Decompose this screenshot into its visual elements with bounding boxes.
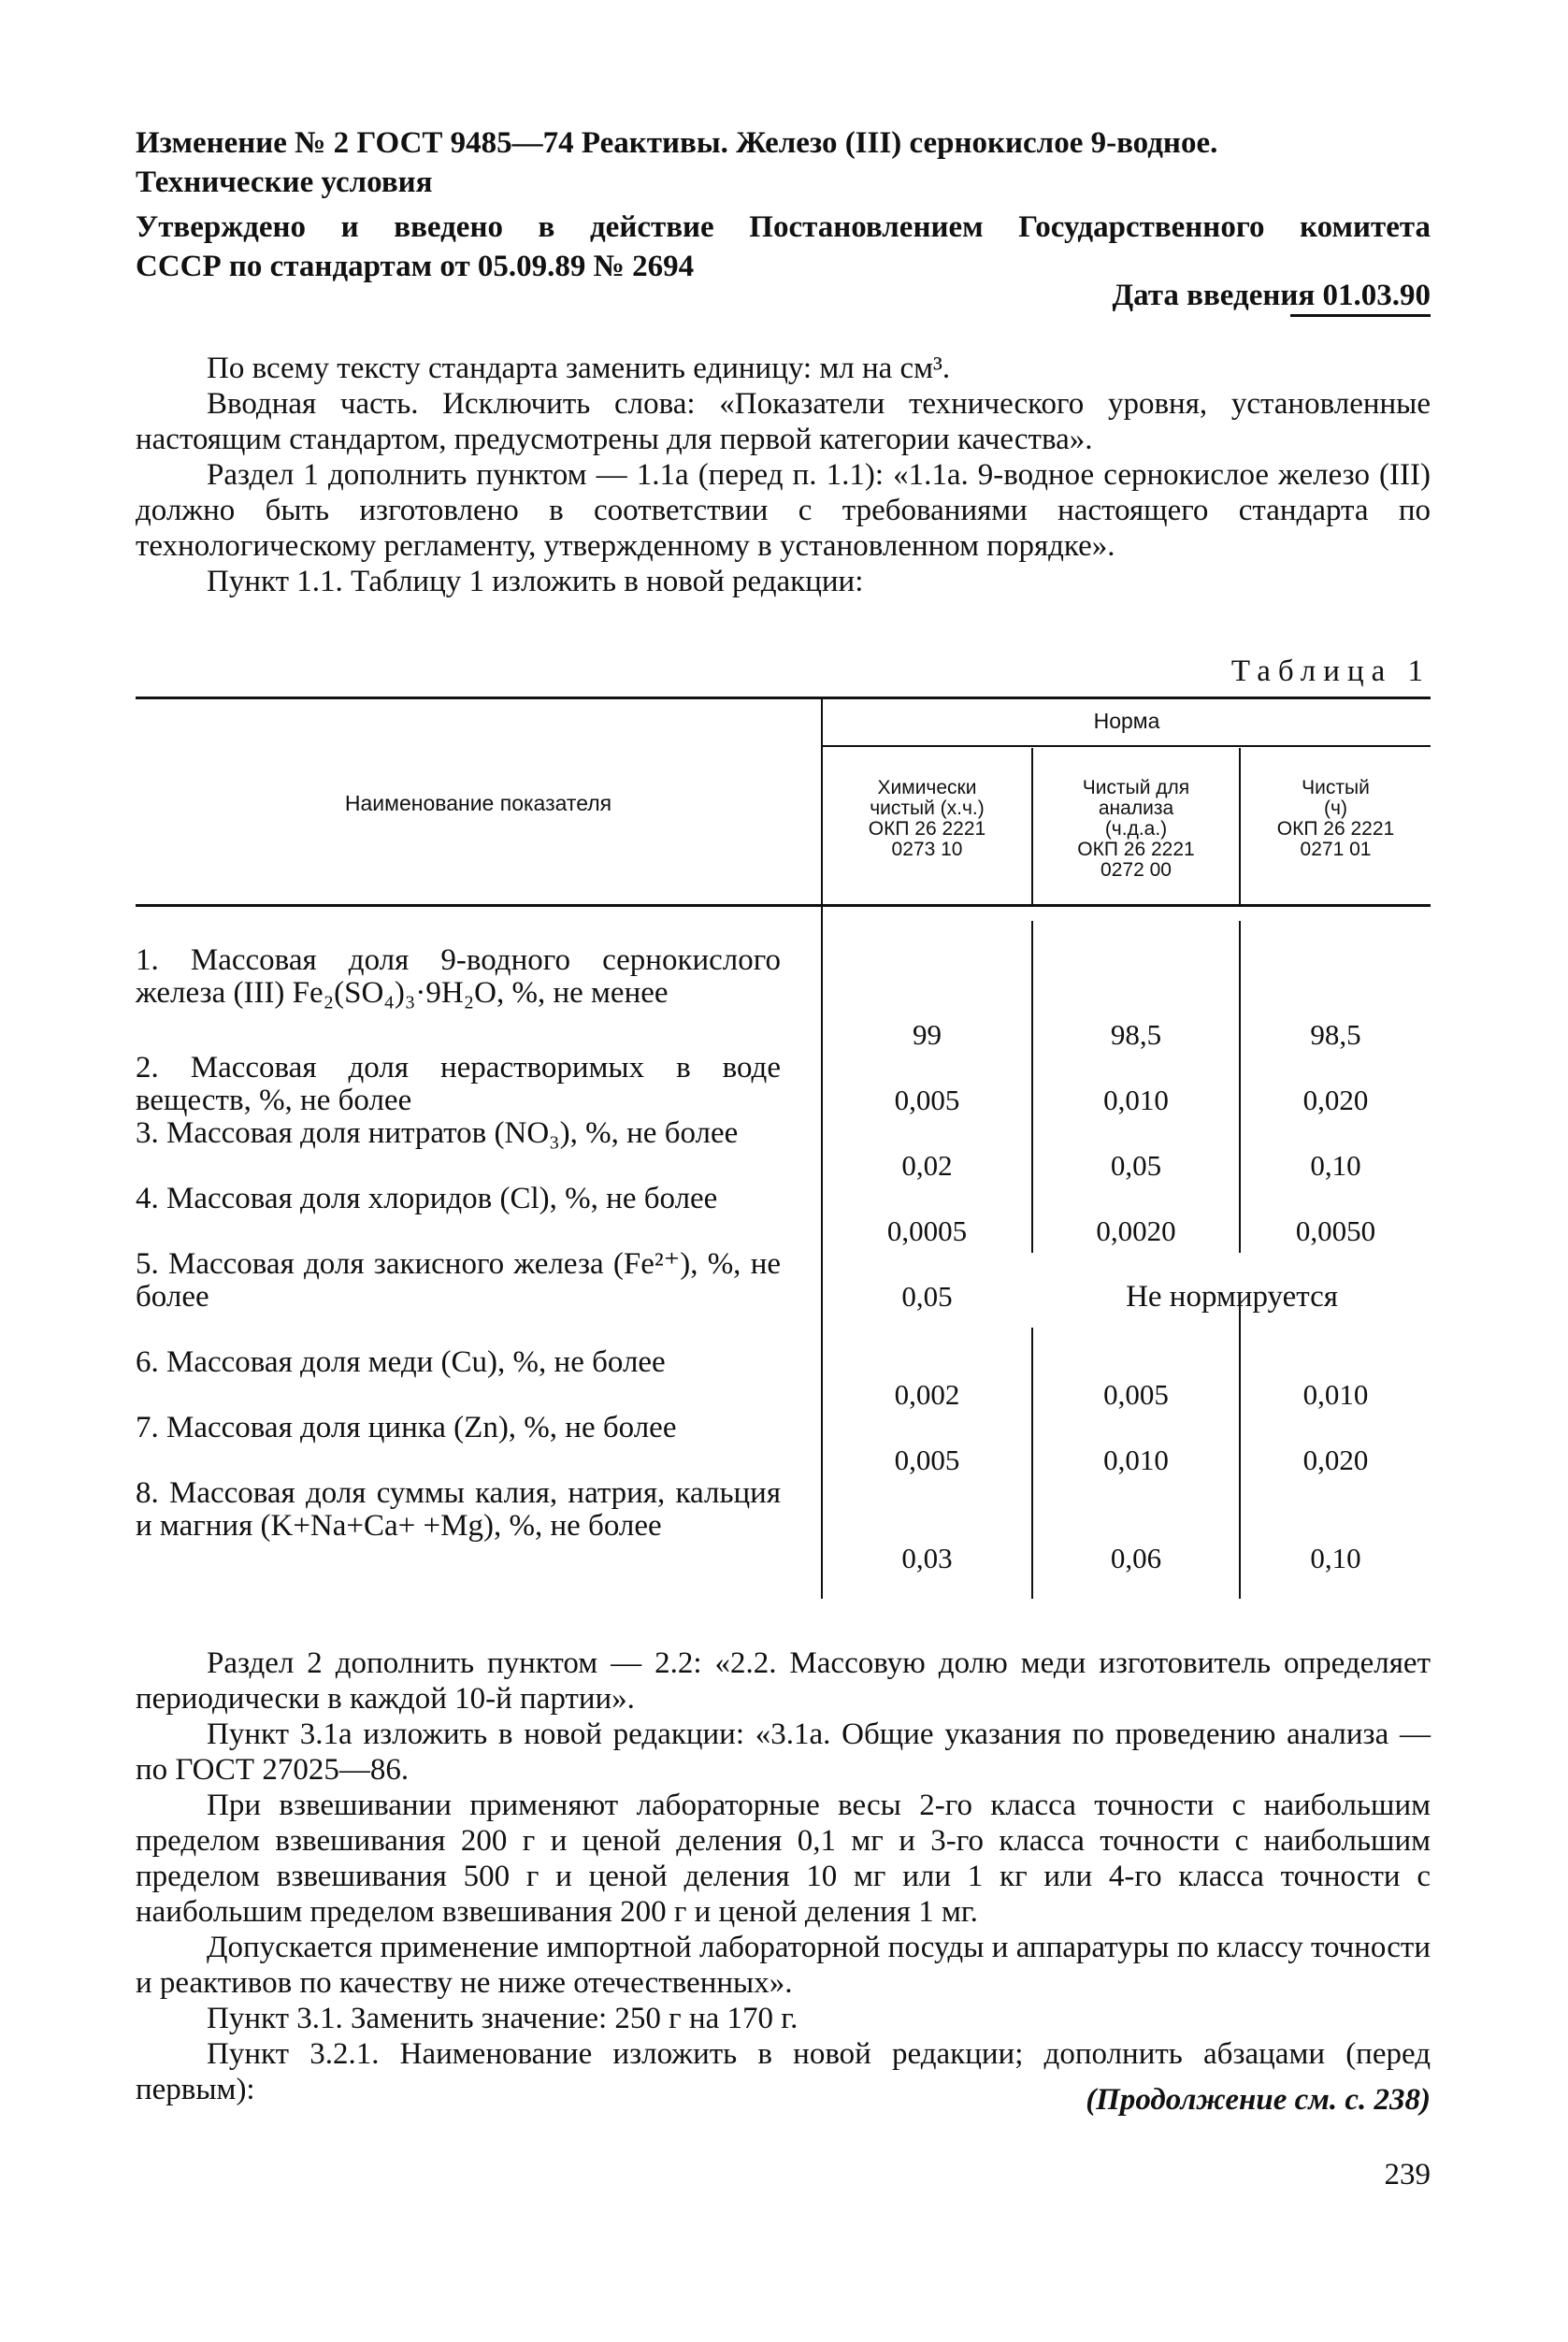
approval-line-1: Утверждено и введено в действие Постановлением Государственного комитета <box>136 210 1431 244</box>
approval-line-2: СССР по стандартам от 05.09.89 № 2694 <box>136 250 695 283</box>
table-cell: 0,010 <box>1103 1444 1169 1476</box>
table-cell: 0,0050 <box>1295 1214 1376 1247</box>
column-header-clean: Чистый (ч) ОКП 26 2221 0271 01 <box>1276 777 1395 860</box>
table-row-label: 8. Массовая доля суммы калия, натрия, кальция и магния (K+Na+Ca+ +Mg), %, не более <box>136 1476 781 1543</box>
table-cell: 0,06 <box>1110 1542 1162 1574</box>
table-cell: 0,005 <box>894 1084 960 1116</box>
table-cell: 0,010 <box>1302 1378 1369 1411</box>
table-row-label: 5. Массовая доля закисного железа (Fe²⁺), %, не более <box>136 1247 781 1314</box>
body-paragraph-4: Допускается применение импортной лабораторной посуды и аппаратуры по классу точности и реактивов по качеству не ниже отечественных». <box>136 1931 1431 2000</box>
table-row-label: 1. Массовая доля 9-водного сернокислого железа (III) Fe₂(SO₄)₃·9H₂O, %, не менее <box>136 943 781 1010</box>
table-cell: 0,020 <box>1302 1084 1369 1116</box>
table-cell: 0,020 <box>1302 1444 1369 1476</box>
title-line-2: Технические условия <box>136 165 433 199</box>
table-cell: 98,5 <box>1110 1018 1162 1051</box>
body-paragraph-2: Пункт 3.1а изложить в новой редакции: «3.1а. Общие указания по проведению анализа — по ГОСТ 27025—86. <box>136 1717 1431 1787</box>
intro-paragraph-4: Пункт 1.1. Таблицу 1 изложить в новой редакции: <box>207 565 864 598</box>
table-cell: 0,03 <box>901 1542 953 1574</box>
table-cell: 0,005 <box>1103 1378 1169 1411</box>
table-top-rule <box>136 697 1431 699</box>
continuation-note: (Продолжение см. с. 238) <box>1086 2083 1431 2117</box>
column-header-norm: Норма <box>1093 709 1160 733</box>
body-text <box>136 1645 1431 2107</box>
table-cell: 0,05 <box>901 1280 953 1313</box>
document-title <box>136 123 1431 202</box>
column-header-name: Наименование показателя <box>344 791 612 815</box>
table-cell: 0,10 <box>1310 1149 1361 1182</box>
date-underline <box>1290 314 1431 317</box>
table-row-label: 2. Массовая доля нерастворимых в воде веществ, %, не более <box>136 1051 781 1117</box>
table-cell: 99 <box>913 1018 942 1051</box>
intro-paragraph-1: По всему тексту стандарта заменить единицу: мл на см³. <box>207 352 951 385</box>
table-cell: 0,010 <box>1103 1084 1169 1116</box>
title-line-1: Изменение № 2 ГОСТ 9485—74 Реактивы. Железо (III) сернокислое 9-водное. <box>136 126 1218 160</box>
table-cell: 0,002 <box>894 1378 960 1411</box>
norm-underline <box>823 745 1431 747</box>
body-paragraph-1: Раздел 2 дополнить пунктом — 2.2: «2.2. Массовую долю меди изготовитель определяет периодически в каждой 10-й партии». <box>136 1646 1431 1716</box>
body-paragraph-3: При взвешивании применяют лабораторные весы 2-го класса точности с наибольшим пределом взвешивания 200 г и ценой деления 0,1 мг и 3-го класса точности с наибольшим пределом взвешивания 500 г и ценой деления 10 мг или 1 кг или 4-го класса точности с наибольшим пределом взвешивания 200 г и ценой деления 1 мг. <box>136 1789 1431 1929</box>
table-row-label: 7. Массовая доля цинка (Zn), %, не более <box>136 1411 677 1444</box>
intro-paragraph-3: Раздел 1 дополнить пунктом — 1.1а (перед п. 1.1): «1.1а. 9-водное сернокислое железо (III) должно быть изготовлено в соответствии с требованиями настоящего стандарта по технологическому регламенту, утвержденному в установленном порядке». <box>136 458 1431 563</box>
intro-paragraph-2: Вводная часть. Исключить слова: «Показатели технического уровня, установленные настоящим стандартом, предусмотрены для первой категории качества». <box>136 387 1431 456</box>
table-cell: 0,10 <box>1310 1542 1361 1574</box>
table-merged-cell: Не нормируется <box>1126 1280 1338 1314</box>
column-header-pure: Химически чистый (х.ч.) ОКП 26 2221 0273 10 <box>868 777 986 860</box>
table-cell: 0,02 <box>901 1149 953 1182</box>
table-cell: 0,0005 <box>886 1214 968 1247</box>
effective-date: Дата введения 01.03.90 <box>1112 279 1431 312</box>
header-bottom-rule <box>136 904 1431 907</box>
intro-text <box>136 351 1431 599</box>
table-row-label: 6. Массовая доля меди (Cu), %, не более <box>136 1345 666 1379</box>
table-row-label: 3. Массовая доля нитратов (NO₃), %, не более <box>136 1116 739 1150</box>
page-number: 239 <box>1384 2158 1431 2191</box>
table-cell: 0,0020 <box>1096 1214 1176 1247</box>
table-row-label: 4. Массовая доля хлоридов (Cl), %, не более <box>136 1182 718 1215</box>
table-cell: 98,5 <box>1310 1018 1361 1051</box>
column-header-analytical: Чистый для анализа (ч.д.а.) ОКП 26 2221 0272 00 <box>1077 777 1195 881</box>
table-caption: Таблица 1 <box>1230 654 1431 688</box>
body-paragraph-5: Пункт 3.1. Заменить значение: 250 г на 170 г. <box>207 2002 798 2035</box>
table-cell: 0,005 <box>894 1444 960 1476</box>
body-paragraph-6: Пункт 3.2.1. Наименование изложить в новой редакции; дополнить абзацами (перед первым): <box>136 2037 1431 2106</box>
approval-statement <box>136 208 1431 286</box>
table-cell: 0,05 <box>1110 1149 1162 1182</box>
